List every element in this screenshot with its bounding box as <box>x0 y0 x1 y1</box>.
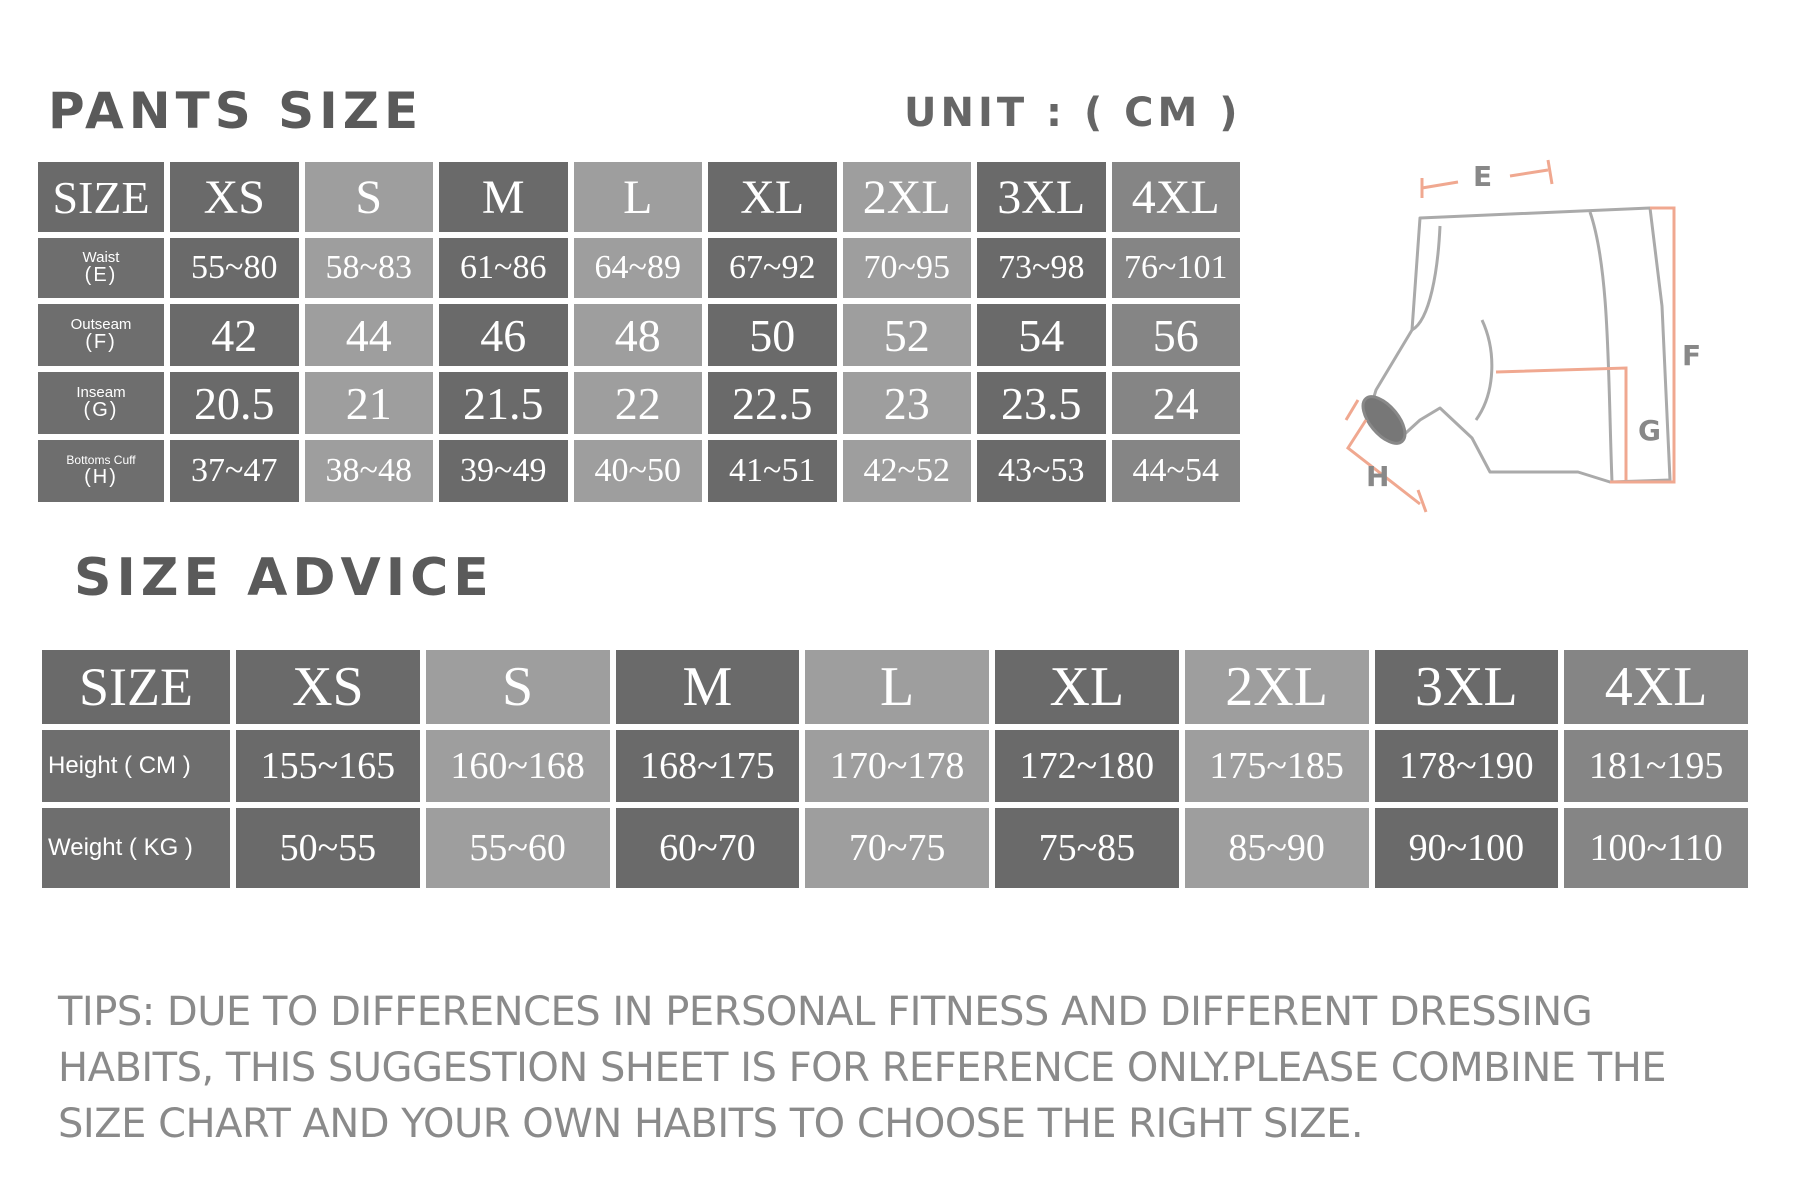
pants-size-header: L <box>574 162 703 232</box>
advice-cell: 70~75 <box>805 808 989 888</box>
pants-cell: 46 <box>439 304 568 366</box>
pants-size-header: M <box>439 162 568 232</box>
pants-cell: 48 <box>574 304 703 366</box>
pants-size-header: XL <box>708 162 837 232</box>
advice-size-header: XS <box>236 650 420 724</box>
pants-cell: 56 <box>1112 304 1241 366</box>
advice-cell: 168~175 <box>616 730 800 802</box>
advice-size-header-label: SIZE <box>42 650 230 724</box>
pants-cell: 64~89 <box>574 238 703 298</box>
advice-row-header-height: Height ( CM ) <box>42 730 230 802</box>
pants-size-header: 2XL <box>843 162 972 232</box>
advice-size-header: 2XL <box>1185 650 1369 724</box>
pants-size-header: 4XL <box>1112 162 1241 232</box>
row-header-code: (F) <box>85 331 117 354</box>
row-header-code: (E) <box>84 264 118 287</box>
advice-cell: 178~190 <box>1375 730 1559 802</box>
row-header-label: Outseam <box>70 315 132 333</box>
dimension-label-f: F <box>1682 339 1702 372</box>
dimension-label-g: G <box>1638 414 1661 447</box>
pants-cell: 42 <box>170 304 299 366</box>
pants-cell: 50 <box>708 304 837 366</box>
row-header-label: Bottoms Cuff <box>66 453 136 468</box>
pants-size-header: S <box>305 162 434 232</box>
advice-size-header: XL <box>995 650 1179 724</box>
pants-cell: 23 <box>843 372 972 434</box>
advice-size-header: 4XL <box>1564 650 1748 724</box>
advice-size-header: L <box>805 650 989 724</box>
advice-cell: 172~180 <box>995 730 1179 802</box>
advice-cell: 175~185 <box>1185 730 1369 802</box>
pants-cell: 44 <box>305 304 434 366</box>
advice-cell: 170~178 <box>805 730 989 802</box>
pants-cell: 67~92 <box>708 238 837 298</box>
pants-row-header-bottoms-cuff <box>38 440 164 502</box>
dimension-label-h: H <box>1366 460 1390 493</box>
shorts-measurement-diagram <box>1290 120 1710 530</box>
size-advice-heading: SIZE ADVICE <box>74 548 494 608</box>
advice-size-header: 3XL <box>1375 650 1559 724</box>
pants-cell: 23.5 <box>977 372 1106 434</box>
advice-cell: 85~90 <box>1185 808 1369 888</box>
pants-cell: 37~47 <box>170 440 299 502</box>
row-header-code: (G) <box>83 399 119 422</box>
row-header-code: (H) <box>84 465 118 488</box>
advice-size-header: M <box>616 650 800 724</box>
tips-text: TIPS: DUE TO DIFFERENCES IN PERSONAL FITNESS AND DIFFERENT DRESSING HABITS, THIS SUGGESTION SHEET IS FOR REFERENCE ONLY.PLEASE COMBINE THE SIZE CHART AND YOUR OWN HABITS TO CHOOSE THE RIGHT SIZE. <box>58 989 1667 1147</box>
unit-label: UNIT : ( CM ) <box>904 90 1242 136</box>
pants-cell: 54 <box>977 304 1106 366</box>
pants-row-header-outseam <box>38 304 164 366</box>
advice-size-header: S <box>426 650 610 724</box>
row-header-label: Waist <box>82 248 120 266</box>
dimension-label-e: E <box>1473 160 1493 193</box>
pants-cell: 52 <box>843 304 972 366</box>
pants-cell: 22.5 <box>708 372 837 434</box>
advice-cell: 60~70 <box>616 808 800 888</box>
advice-cell: 155~165 <box>236 730 420 802</box>
pants-cell: 55~80 <box>170 238 299 298</box>
pants-size-header-label: SIZE <box>38 162 164 232</box>
pants-size-table <box>38 162 1240 502</box>
pants-cell: 22 <box>574 372 703 434</box>
pants-cell: 43~53 <box>977 440 1106 502</box>
pants-cell: 61~86 <box>439 238 568 298</box>
pants-cell: 41~51 <box>708 440 837 502</box>
pants-cell: 44~54 <box>1112 440 1241 502</box>
shorts-outline <box>1355 208 1670 482</box>
pants-size-header: XS <box>170 162 299 232</box>
advice-cell: 181~195 <box>1564 730 1748 802</box>
pants-cell: 38~48 <box>305 440 434 502</box>
pants-cell: 58~83 <box>305 238 434 298</box>
pants-cell: 21 <box>305 372 434 434</box>
pants-cell: 24 <box>1112 372 1241 434</box>
pants-row-header-waist <box>38 238 164 298</box>
pants-row-header-inseam <box>38 372 164 434</box>
advice-cell: 160~168 <box>426 730 610 802</box>
advice-row-header-weight: Weight ( KG ) <box>42 808 230 888</box>
pants-size-heading: PANTS SIZE <box>48 82 424 140</box>
pants-cell: 20.5 <box>170 372 299 434</box>
row-header-label: Inseam <box>76 383 126 401</box>
pants-cell: 73~98 <box>977 238 1106 298</box>
size-advice-table <box>42 650 1748 888</box>
pants-cell: 40~50 <box>574 440 703 502</box>
advice-cell: 75~85 <box>995 808 1179 888</box>
pants-cell: 42~52 <box>843 440 972 502</box>
advice-cell: 90~100 <box>1375 808 1559 888</box>
advice-cell: 55~60 <box>426 808 610 888</box>
pants-cell: 76~101 <box>1112 238 1241 298</box>
pants-cell: 39~49 <box>439 440 568 502</box>
pants-cell: 21.5 <box>439 372 568 434</box>
advice-cell: 100~110 <box>1564 808 1748 888</box>
advice-cell: 50~55 <box>236 808 420 888</box>
pants-cell: 70~95 <box>843 238 972 298</box>
pants-size-header: 3XL <box>977 162 1106 232</box>
